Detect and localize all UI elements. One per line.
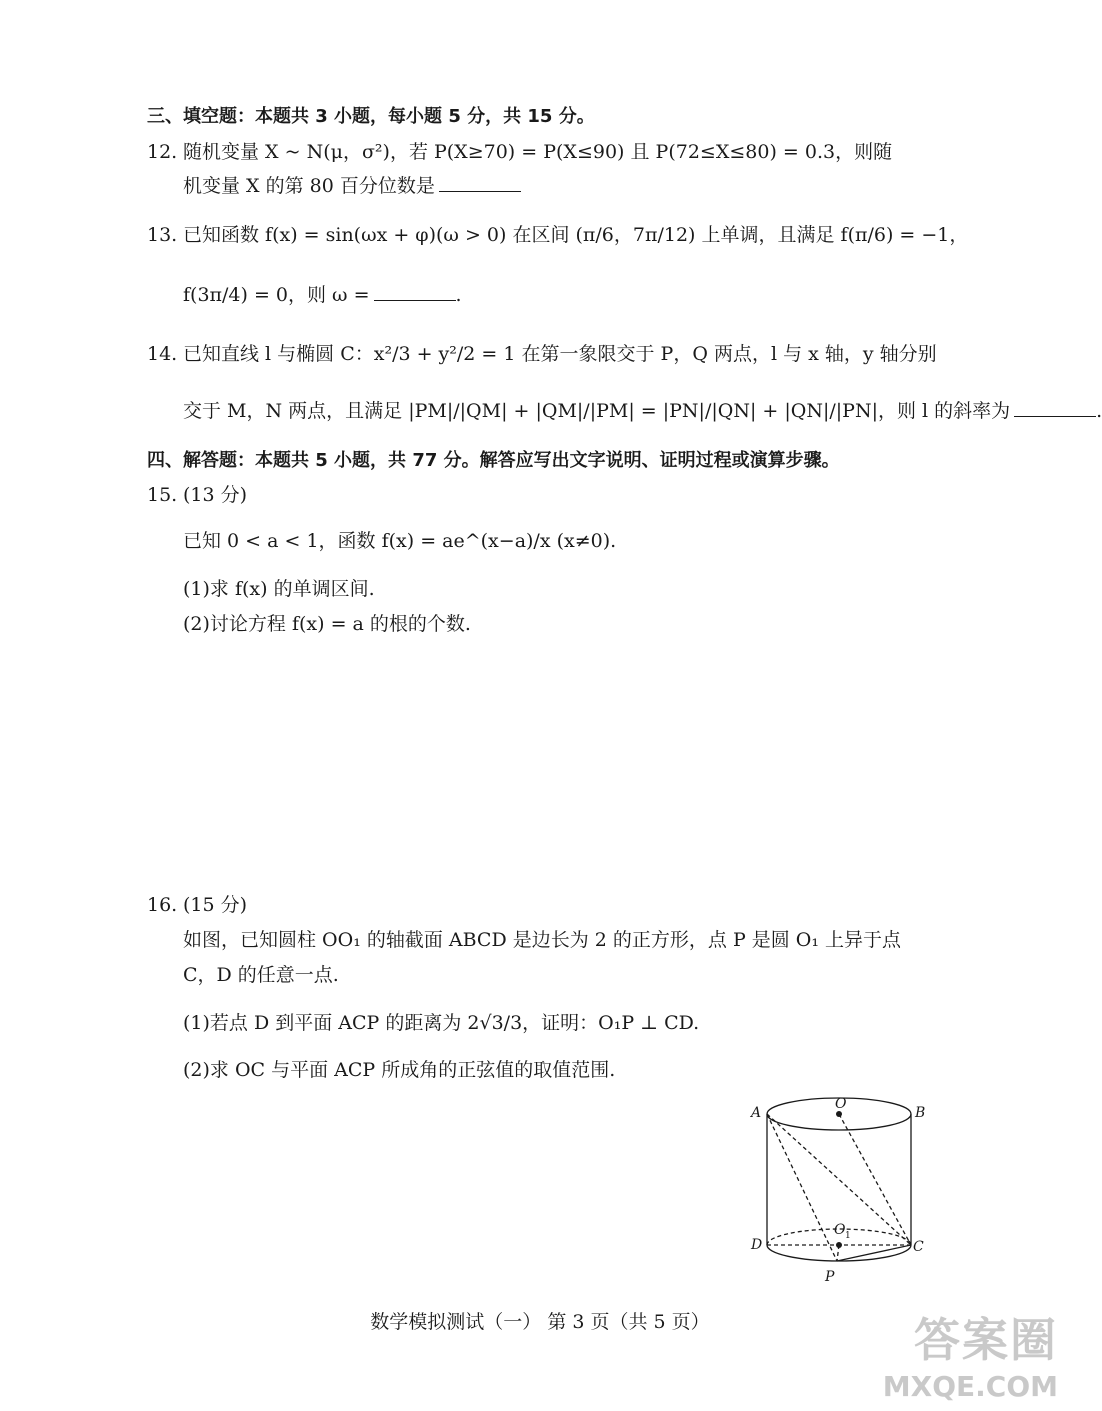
label-O1-subscript: 1 bbox=[845, 1231, 851, 1241]
line-OC bbox=[839, 1114, 911, 1245]
q15-part1: (1)求 f(x) 的单调区间. bbox=[183, 578, 375, 600]
label-O1: O bbox=[834, 1222, 846, 1238]
label-C: C bbox=[913, 1239, 924, 1255]
section3-header: 三、填空题：本题共 3 小题，每小题 5 分，共 15 分。 bbox=[147, 106, 595, 127]
q14-answer-blank bbox=[1014, 400, 1096, 417]
page-footer: 数学模拟测试（一） 第 3 页（共 5 页） bbox=[370, 1311, 710, 1333]
cylinder-diagram bbox=[745, 1097, 945, 1292]
watermark-top: 答案圈 bbox=[914, 1313, 1058, 1367]
label-B: B bbox=[915, 1105, 926, 1121]
q12-answer-blank bbox=[439, 175, 521, 192]
watermark-logo bbox=[883, 1304, 1058, 1403]
q13-line2-text: f(3π/4) = 0，则 ω = bbox=[183, 284, 370, 306]
q13-line1: 已知函数 f(x) = sin(ωx + φ)(ω > 0) 在区间 (π/6，7π/12) 上单调，且满足 f(π/6) = −1， bbox=[183, 224, 969, 246]
q14-number: 14. bbox=[147, 343, 178, 365]
label-O: O bbox=[835, 1096, 847, 1112]
q13-answer-blank bbox=[374, 284, 456, 301]
q14-line2: 交于 M，N 两点，且满足 |PM|/|QM| + |QM|/|PM| = |PN|/|QN| + |QN|/|PN|，则 l 的斜率为 . bbox=[183, 400, 1102, 422]
q16-stem-line2: C，D 的任意一点. bbox=[183, 964, 339, 986]
q15-stem: 已知 0 < a < 1，函数 f(x) = ae^(x−a)/x (x≠0). bbox=[183, 530, 617, 552]
label-A: A bbox=[751, 1105, 762, 1121]
q16-part2: (2)求 OC 与平面 ACP 所成角的正弦值的取值范围. bbox=[183, 1059, 616, 1081]
q12-line1: 随机变量 X ~ N(μ，σ²)，若 P(X≥70) = P(X≤90) 且 P(72≤X≤80) = 0.3，则随 bbox=[183, 141, 893, 163]
q12-number: 12. bbox=[147, 141, 178, 163]
q13-number: 13. bbox=[147, 224, 178, 246]
watermark-bottom: MXQE.COM bbox=[882, 1370, 1058, 1403]
q16-part1: (1)若点 D 到平面 ACP 的距离为 2√3/3，证明：O₁P ⊥ CD. bbox=[183, 1012, 700, 1034]
q14-line2-text: 交于 M，N 两点，且满足 |PM|/|QM| + |QM|/|PM| = |PN|/|QN| + |QN|/|PN|，则 l 的斜率为 bbox=[183, 400, 1011, 422]
q16-score: (15 分) bbox=[183, 894, 248, 916]
q15-part2: (2)讨论方程 f(x) = a 的根的个数. bbox=[183, 613, 471, 635]
line-AP bbox=[767, 1114, 837, 1261]
q13-line2: f(3π/4) = 0，则 ω = . bbox=[183, 284, 462, 306]
label-D: D bbox=[751, 1237, 763, 1253]
label-P: P bbox=[825, 1269, 835, 1285]
q16-number: 16. bbox=[147, 894, 178, 916]
q14-line1: 已知直线 l 与椭圆 C：x²/3 + y²/2 = 1 在第一象限交于 P，Q 两点，l 与 x 轴，y 轴分别 bbox=[183, 343, 937, 365]
q12-line2-text: 机变量 X 的第 80 百分位数是 bbox=[183, 175, 435, 197]
q15-score: (13 分) bbox=[183, 484, 248, 506]
q16-stem-line1: 如图，已知圆柱 OO₁ 的轴截面 ABCD 是边长为 2 的正方形，点 P 是圆 O₁ 上异于点 bbox=[183, 929, 902, 951]
section4-header: 四、解答题：本题共 5 小题，共 77 分。解答应写出文字说明、证明过程或演算步骤。 bbox=[147, 450, 840, 471]
point-O1 bbox=[836, 1242, 842, 1248]
q15-number: 15. bbox=[147, 484, 178, 506]
q12-line2 bbox=[183, 175, 521, 198]
